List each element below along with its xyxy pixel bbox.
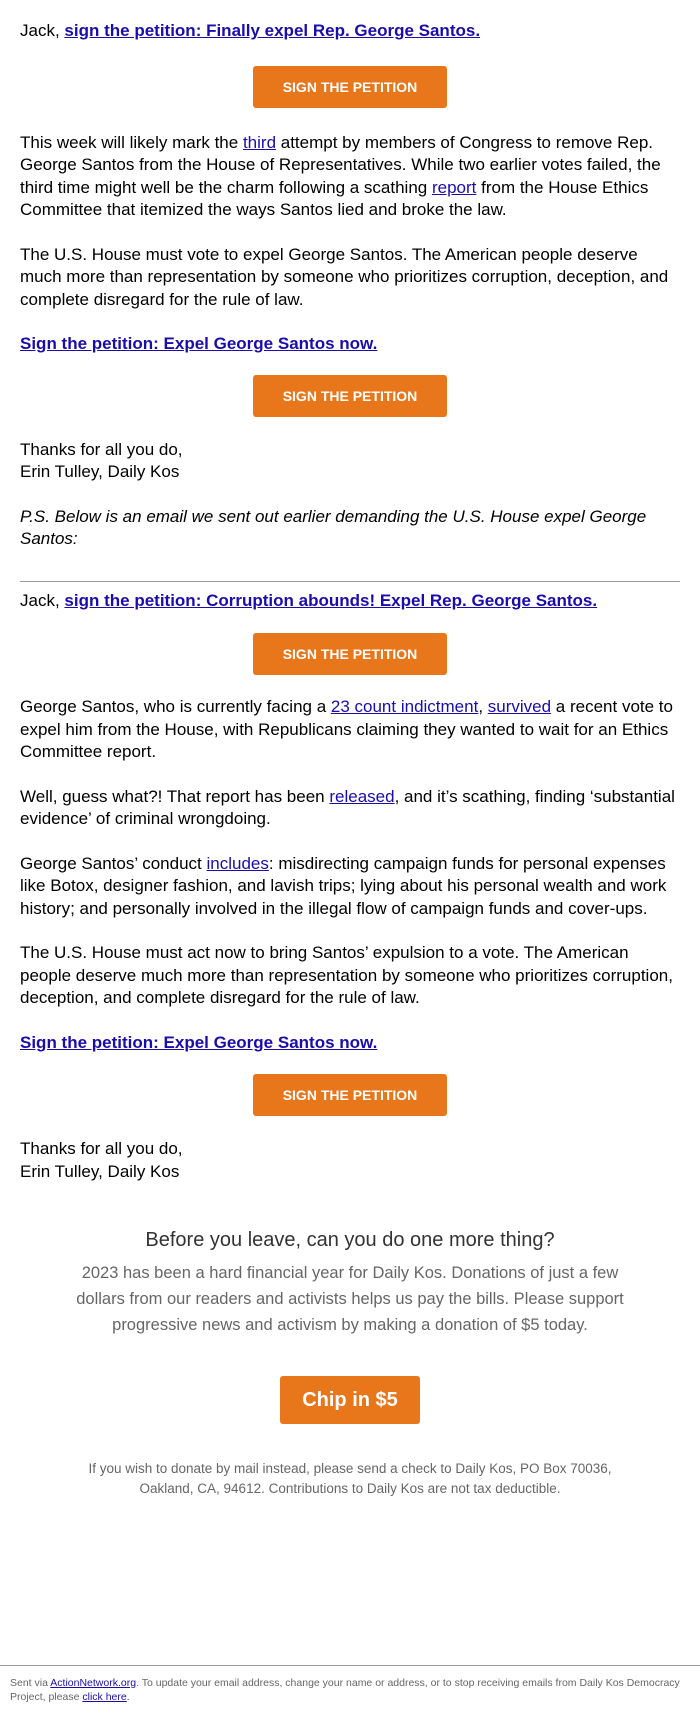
- signoff-2: [20, 1138, 680, 1183]
- footer-text: .: [126, 1691, 130, 1703]
- chip-in-button[interactable]: Chip in $5: [280, 1376, 420, 1424]
- includes-link[interactable]: includes: [206, 853, 269, 873]
- actionnetwork-link[interactable]: ActionNetwork.org: [50, 1677, 137, 1689]
- sign-petition-button-2[interactable]: SIGN THE PETITION: [253, 375, 447, 417]
- footer: [0, 1665, 700, 1704]
- text: , and it’s scathing, finding ‘substantial evidence’ of criminal wrongdoing.: [20, 786, 675, 828]
- sign-petition-button-3[interactable]: SIGN THE PETITION: [253, 633, 447, 675]
- text: This week will likely mark the: [20, 132, 243, 152]
- text: from the House Ethics Committee that itemized the ways Santos lied and broke the law.: [20, 177, 649, 219]
- released-link[interactable]: released: [329, 786, 395, 806]
- sign-petition-button-4[interactable]: SIGN THE PETITION: [253, 1074, 447, 1116]
- paragraph-conduct: [20, 853, 680, 921]
- signoff-name: Erin Tulley, Daily Kos: [20, 1161, 180, 1181]
- paragraph-act-now: The U.S. House must act now to bring Santos’ expulsion to a vote. The American people deserve much more than representation by someone who prioritizes corruption, deception, and complete disregard for the rule of law.: [20, 943, 673, 1007]
- signoff-line: Thanks for all you do,: [20, 439, 183, 459]
- signoff-name: Erin Tulley, Daily Kos: [20, 462, 180, 481]
- text: George Santos, who is currently facing a: [20, 697, 331, 716]
- petition-link-1[interactable]: Sign the petition: Expel George Santos now.: [20, 334, 378, 353]
- paragraph-third-attempt: [20, 132, 680, 222]
- text: a recent vote to expel him from the House, with Republicans claiming they wanted to wait for an Ethics Committee report.: [20, 697, 673, 761]
- indictment-link[interactable]: 23 count indictment: [330, 697, 479, 716]
- corruption-petition-link[interactable]: sign the petition: Corruption abounds! Expel Rep. George Santos.: [64, 590, 598, 610]
- mail-donation-note: If you wish to donate by mail instead, please send a check to Daily Kos, PO Box 70036, Oakland, CA, 94612. Contributions to Daily Kos are not tax deductible.: [88, 1461, 612, 1496]
- donate-section: [0, 1229, 700, 1499]
- greeting-line-2: [20, 590, 680, 613]
- third-link[interactable]: third: [242, 132, 277, 152]
- paragraph-indictment: [20, 696, 680, 764]
- top-petition-link[interactable]: sign the petition: Finally expel Rep. George Santos.: [64, 21, 481, 40]
- donate-body: 2023 has been a hard financial year for Daily Kos. Donations of just a few dollars from our readers and activists helps us pay the bills. Please support progressive news and activism by making a donation of $5 today.: [76, 1264, 624, 1334]
- report-link[interactable]: report: [431, 177, 477, 197]
- ps-note: P.S. Below is an email we sent out earlier demanding the U.S. House expel George Santos:: [20, 506, 647, 548]
- petition-link-2[interactable]: Sign the petition: Expel George Santos now.: [20, 1032, 378, 1052]
- text: ,: [478, 697, 488, 716]
- text: : misdirecting campaign funds for personal expenses like Botox, designer fashion, and lavish trips; lying about his personal wealth and work history; and personally involved in the illegal flow of campaign funds and cover-ups.: [20, 853, 667, 918]
- greeting: Jack,: [20, 590, 60, 610]
- greeting: Jack,: [20, 21, 60, 40]
- unsubscribe-link[interactable]: click here: [82, 1691, 127, 1703]
- sign-petition-button-1[interactable]: SIGN THE PETITION: [253, 66, 447, 108]
- footer-text: Sent via: [10, 1677, 51, 1689]
- paragraph-must-vote: The U.S. House must vote to expel George Santos. The American people deserve much more than representation by someone who prioritizes corruption, deception, and complete disregard for the rule of law.: [20, 244, 669, 309]
- forwarded-email: [0, 582, 700, 1184]
- signoff-line: Thanks for all you do,: [20, 1139, 183, 1158]
- greeting-line: [20, 20, 680, 43]
- paragraph-released: [20, 786, 680, 831]
- text: George Santos’ conduct: [20, 853, 207, 873]
- survived-link[interactable]: survived: [487, 697, 552, 716]
- text: attempt by members of Congress to remove Rep. George Santos from the House of Representatives. While two earlier votes failed, the third time might well be the charm following a scathing: [20, 132, 661, 197]
- signoff: [20, 439, 680, 484]
- donate-title: Before you leave, can you do one more thing?: [145, 1229, 555, 1251]
- footer-text: . To update your email address, change your name or address, or to stop receiving emails from Daily Kos Democracy Project, please: [10, 1677, 680, 1703]
- email-body: [0, 0, 700, 551]
- text: Well, guess what?! That report has been: [20, 786, 330, 806]
